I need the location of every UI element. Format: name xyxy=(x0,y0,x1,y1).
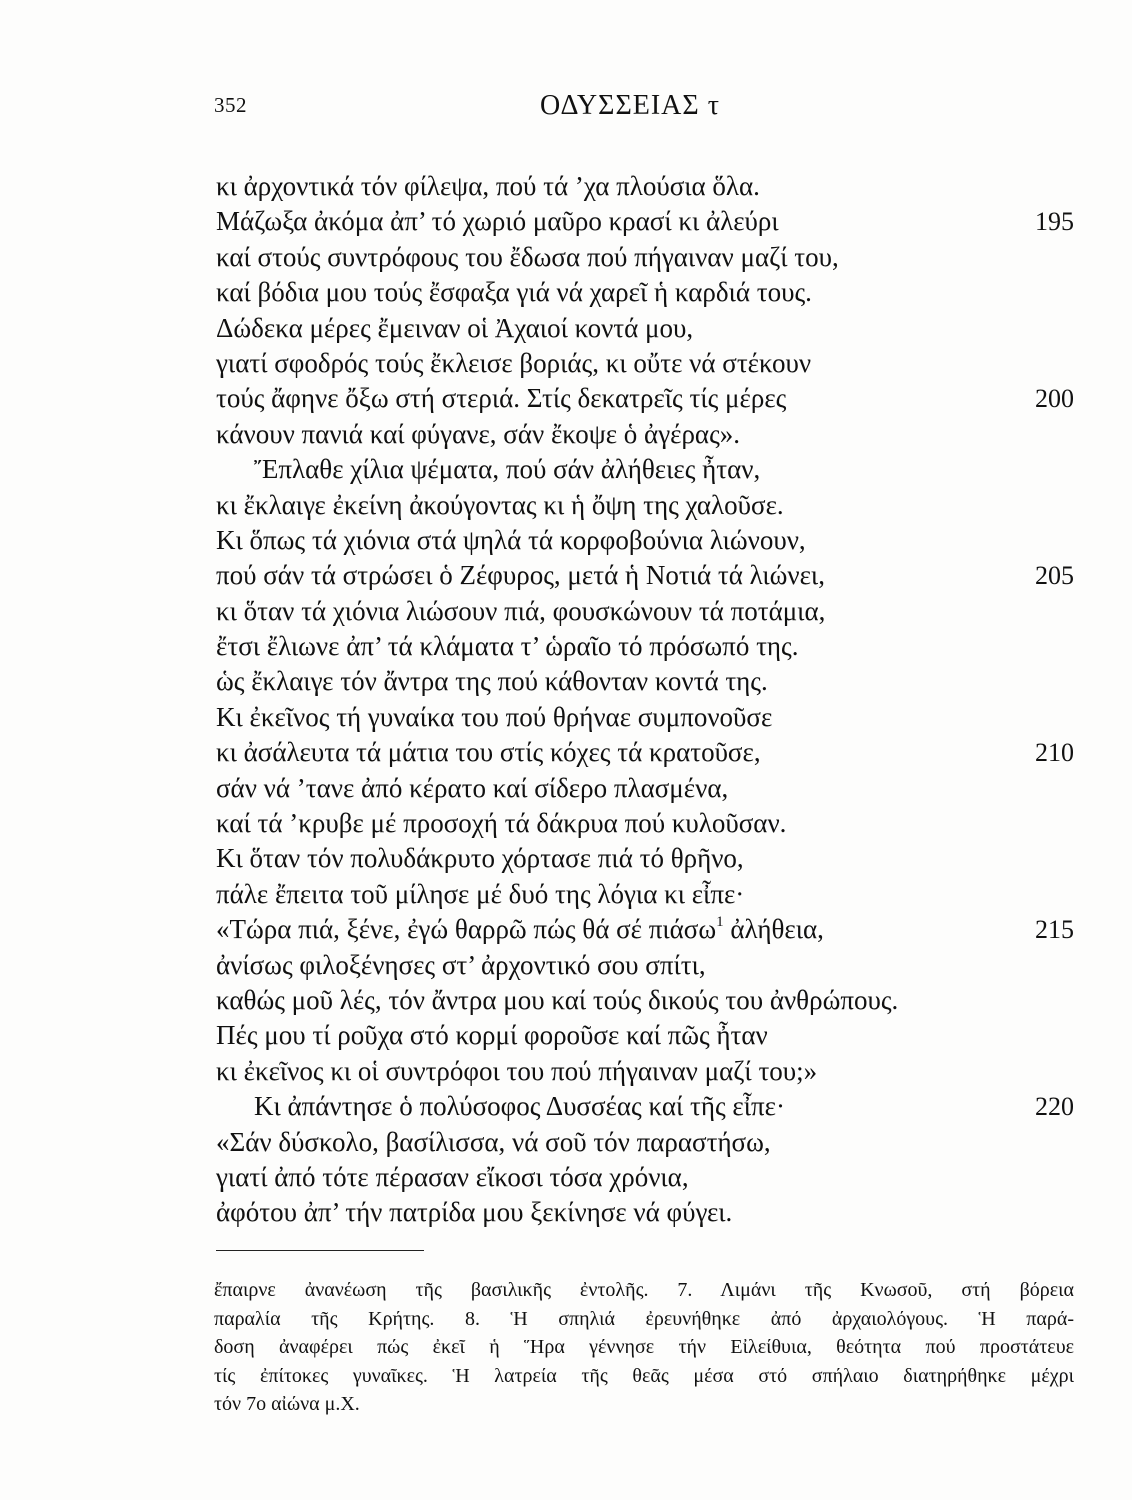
verse-text-main: ἀφότου ἀπ’ τήν πατρίδα μου ξεκίνησε νά φύγει. xyxy=(216,1197,733,1228)
verse-text-main: κι ἔκλαιγε ἐκείνη ἀκούγοντας κι ἡ ὄψη της χαλοῦσε. xyxy=(216,489,784,520)
line-number: 215 xyxy=(1035,915,1074,945)
footnote-block xyxy=(214,1276,1074,1419)
verse-text xyxy=(216,664,768,699)
verse-text xyxy=(216,912,824,947)
verse-text-main: γιατί ἀπό τότε πέρασαν εἴκοσι τόσα χρόνια, xyxy=(216,1161,689,1192)
verse-text-main: κάνουν πανιά καί φύγανε, σάν ἔκοψε ὁ ἀγέρας». xyxy=(216,418,741,449)
verse-text-main: καί στούς συντρόφους του ἔδωσα πού πήγαιναν μαζί του, xyxy=(216,241,839,272)
verse-text xyxy=(216,346,811,381)
footnote-marker: 1 xyxy=(716,914,724,931)
verse-line xyxy=(216,983,1076,1018)
verse-text-main: σάν νά ’τανε ἀπό κέρατο καί σίδερο πλασμένα, xyxy=(216,772,729,803)
verse-text-main: τούς ἄφηνε ὄξω στή στεριά. Στίς δεκατρεῖς τίς μέρες xyxy=(216,383,787,414)
verse-text-main: ἀνίσως φιλοξένησες στ’ ἀρχοντικό σου σπίτι, xyxy=(216,949,706,980)
line-number: 220 xyxy=(1035,1092,1074,1122)
verse-text-main: ἔτσι ἔλιωνε ἀπ’ τά κλάματα τ’ ὡραῖο τό πρόσωπό της. xyxy=(216,631,799,662)
verse-line xyxy=(216,381,1076,416)
footnote-line: τίς ἐπίτοκες γυναῖκες. Ἡ λατρεία τῆς θεᾶς μέσα στό σπήλαιο διατηρήθηκε μέχρι xyxy=(214,1364,1074,1387)
verse-text xyxy=(216,452,760,487)
verse-line xyxy=(216,417,1076,452)
verse-text-main: Δώδεκα μέρες ἔμειναν οἱ Ἀχαιοί κοντά μου, xyxy=(216,312,694,343)
verse-line xyxy=(216,1054,1076,1089)
verse-text-main: κι ἀσάλευτα τά μάτια του στίς κόχες τά κρατοῦσε, xyxy=(216,737,761,768)
verse-text-main: πού σάν τά στρώσει ὁ Ζέφυρος, μετά ἡ Νοτιά τά λιώνει, xyxy=(216,560,825,591)
verse-text-main: κι ἀρχοντικά τόν φίλεψα, πού τά ’χα πλούσια ὅλα. xyxy=(216,171,760,201)
verse-line xyxy=(216,1195,1076,1230)
verse-line xyxy=(216,771,1076,806)
verse-text-main: Κι ἐκεῖνος τή γυναίκα του πού θρήναε συμπονοῦσε xyxy=(216,701,773,732)
running-title: ΟΔΥΣΣΕΙΑΣ τ xyxy=(540,90,720,121)
verse-line xyxy=(216,204,1076,239)
verse-text xyxy=(216,275,812,310)
verse-line xyxy=(216,311,1076,346)
verse-line xyxy=(216,1160,1076,1195)
verse-text xyxy=(216,1018,768,1053)
verse-line xyxy=(216,877,1076,912)
verse-line xyxy=(216,700,1076,735)
verse-text-main: γιατί σφοδρός τούς ἔκλεισε βοριάς, κι οὔτε νά στέκουν xyxy=(216,347,812,378)
verse-text-main: ὡς ἔκλαιγε τόν ἄντρα της πού κάθονταν κοντά της. xyxy=(216,666,768,697)
verse-text xyxy=(216,381,786,416)
verse-text xyxy=(216,311,693,346)
verse-line xyxy=(216,169,1076,204)
verse-text-main: Μάζωξα ἀκόμα ἀπ’ τό χωριό μαῦρο κρασί κι ἀλεύρι xyxy=(216,206,779,237)
verse-text xyxy=(216,1089,785,1124)
verse-text-main: Κι ὅταν τόν πολυδάκρυτο χόρτασε πιά τό θρῆνο, xyxy=(216,843,744,874)
line-number: 210 xyxy=(1035,738,1074,768)
verse-text xyxy=(216,417,740,452)
verse-text xyxy=(216,594,825,629)
footnote-line: δοση ἀναφέρει πώς ἐκεῖ ἡ Ἥρα γέννησε τήν Εἰλείθυια, θεότητα πού προστάτευε xyxy=(214,1336,1074,1358)
verse-block xyxy=(216,169,1076,1231)
verse-text xyxy=(216,240,839,275)
verse-text-main: Κι ἀπάντησε ὁ πολύσοφος Δυσσέας καί τῆς εἶπε· xyxy=(254,1091,785,1122)
verse-text-main: κι ἐκεῖνος κι οἱ συντρόφοι του πού πήγαιναν μαζί του;» xyxy=(216,1055,818,1086)
verse-text xyxy=(216,1054,817,1089)
verse-text xyxy=(216,1160,689,1195)
verse-text xyxy=(216,983,898,1018)
verse-text xyxy=(216,806,786,841)
verse-text xyxy=(216,1195,732,1230)
verse-text xyxy=(216,169,760,204)
verse-text xyxy=(216,1125,771,1160)
verse-line xyxy=(216,558,1076,593)
verse-line xyxy=(216,523,1076,558)
verse-text-continuation: ἀλήθεια, xyxy=(723,914,824,945)
verse-text-main: Κι ὅπως τά χιόνια στά ψηλά τά κορφοβούνια λιώνουν, xyxy=(216,524,806,555)
verse-text xyxy=(216,771,728,806)
verse-line xyxy=(216,594,1076,629)
verse-text-main: καθώς μοῦ λές, τόν ἄντρα μου καί τούς δικούς του ἀνθρώπους. xyxy=(216,984,899,1015)
verse-line xyxy=(216,240,1076,275)
verse-line xyxy=(216,1018,1076,1053)
verse-line xyxy=(216,1125,1076,1160)
line-number: 200 xyxy=(1035,384,1074,414)
verse-line xyxy=(216,664,1076,699)
verse-text-main: Πές μου τί ροῦχα στό κορμί φοροῦσε καί πῶς ἦταν xyxy=(216,1020,768,1051)
verse-text-main: «Σάν δύσκολο, βασίλισσα, νά σοῦ τόν παραστήσω, xyxy=(216,1126,771,1157)
verse-text xyxy=(216,488,784,523)
verse-text-main: Ἔπλαθε χίλια ψέματα, πού σάν ἀλήθειες ἦταν, xyxy=(254,454,761,485)
verse-text xyxy=(216,558,825,593)
verse-line xyxy=(216,452,1076,487)
footnote-line: παραλία τῆς Κρήτης. 8. Ἡ σπηλιά ἐρευνήθηκε ἀπό ἀρχαιολόγους. Ἡ παρά- xyxy=(214,1307,1074,1330)
verse-text xyxy=(216,735,761,770)
verse-text-main: καί βόδια μου τούς ἔσφαξα γιά νά χαρεῖ ἡ καρδιά τους. xyxy=(216,277,812,308)
verse-text-main: κι ὅταν τά χιόνια λιώσουν πιά, φουσκώνουν τά ποτάμια, xyxy=(216,595,826,626)
verse-text xyxy=(216,204,779,239)
footnote-line: τόν 7ο αἰώνα μ.Χ. xyxy=(214,1393,360,1415)
page-number: 352 xyxy=(214,93,247,117)
line-number: 205 xyxy=(1035,561,1074,591)
verse-line xyxy=(216,806,1076,841)
verse-text-main: «Τώρα πιά, ξένε, ἐγώ θαρρῶ πώς θά σέ πιάσω xyxy=(216,914,717,945)
footnote-line: ἔπαιρνε ἀνανέωση τῆς βασιλικῆς ἐντολῆς. 7. Λιμάνι τῆς Κνωσοῦ, στή βόρεια xyxy=(214,1279,1074,1301)
verse-text xyxy=(216,700,772,735)
verse-text xyxy=(216,629,798,664)
verse-line xyxy=(216,346,1076,381)
footnote-rule xyxy=(216,1250,424,1251)
verse-line xyxy=(216,275,1076,310)
verse-text xyxy=(216,841,744,876)
verse-text-main: πάλε ἔπειτα τοῦ μίλησε μέ δυό της λόγια κι εἶπε· xyxy=(216,878,745,909)
verse-line xyxy=(216,629,1076,664)
verse-text xyxy=(216,877,744,912)
verse-line xyxy=(216,948,1076,983)
verse-line xyxy=(216,488,1076,523)
verse-text xyxy=(216,523,806,558)
verse-line xyxy=(216,841,1076,876)
verse-text-main: καί τά ’κρυβε μέ προσοχή τά δάκρυα πού κυλοῦσαν. xyxy=(216,808,787,839)
verse-line xyxy=(216,735,1076,770)
verse-line xyxy=(216,1089,1076,1124)
line-number: 195 xyxy=(1035,207,1074,237)
verse-line xyxy=(216,912,1076,947)
verse-text xyxy=(216,948,706,983)
